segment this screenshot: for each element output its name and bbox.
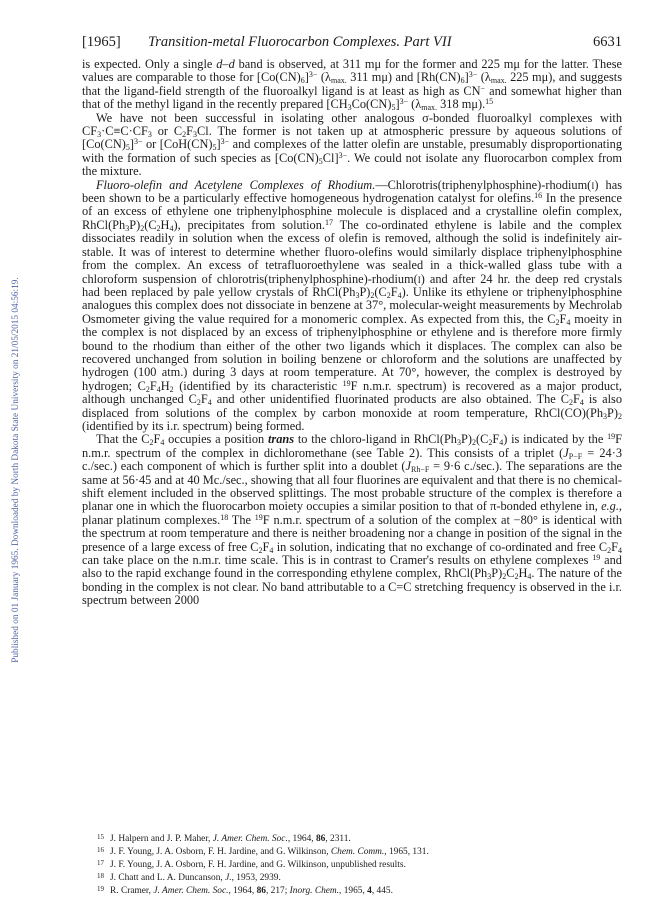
paragraph: We have not been successful in isolating other analogous σ-bonded fluoroalkyl complexes with $CF_3\cdot C\equiv C\cdot CF_3$ or $C_2F_3Cl$. The former is not taken up at atmospheric pressure by aqueous solutions of $[Co(CN)_5]^{3-}$ or $[CoH(CN)_5]^{3-}$ and complexes of the latter olefin are unstable, presumably disproportionating with the formation of such species as $[Co(CN)_5Cl]^{3-}$. We could not isolate any fluorocarbon complex from the mixture.: [82, 110, 622, 179]
footnote-text: R. Cramer, J. Amer. Chem. Soc., 1964, 86, 217; Inorg. Chem., 1965, 4, 445.: [110, 886, 393, 896]
journal-year: [1965]: [82, 34, 121, 50]
footnote-text: J. F. Young, J. A. Osborn, F. H. Jardine, and G. Wilkinson, unpublished results.: [110, 860, 406, 870]
footnote-number: 19: [97, 885, 104, 893]
footnote: [82, 845, 622, 858]
footnote: [82, 884, 622, 897]
footnote-text: J. Halpern and J. P. Maher, J. Amer. Chem. Soc., 1964, 86, 2311.: [110, 834, 351, 844]
footnote: [82, 858, 622, 871]
footnote-number: 18: [97, 872, 104, 880]
footnote-number: 15: [97, 833, 104, 841]
footnote: [82, 832, 622, 845]
paragraph: Fluoro-olefin and Acetylene Complexes of Rhodium.—Chlorotris(triphenylphosphine)-rhodium(i) has been shown to be a particularly effective homogeneous hydrogenation catalyst for olefins.$^{16}$ In the presence of an excess of ethylene one triphenylphosphine molecule is displaced and a crystalline olefin complex, $RhCl(Ph_3P)_2(C_2H_4)$, precipitates from solution.$^{17}$ The co-ordinated ethylene is labile and the complex dissociates readily in solution when the excess of olefin is removed, although the solid is indefinitely air-stable. It was of interest to determine whether fluoro-olefins would similarly displace triphenylphosphine from the complex. An excess of tetrafluoroethylene was sealed in a thick-walled glass tube with a chloroform suspension of chlorotris(triphenylphosphine)-rhodium(i) and after 24 hr. the deep red crystals had been replaced by pale yellow crystals of $RhCl(Ph_3P)_2(C_2F_4)$. Unlike its ethylene or triphenylphosphine analogues this complex does not dissociate in benzene at 37°, molecular-weight measurements by Mechrolab Osmometer giving the value required for a monomeric complex. As expected from this, the $C_2F_4$ moeity in the complex is not displaced by an excess of triphenylphosphine or ethylene and is therefore more firmly bound to the rhodium than either of the other two ligands which it displaces. The complex can also be recovered unchanged from solution in boiling benzene or chloroform and the solutions are unaffected by hydrogen (100 atm.) during 3 days at room temperature. At 70°, however, the complex is destroyed by hydrogen; $C_2F_4H_2$ (identified by its characteristic $^{19}$F n.m.r. spectrum) is recovered as a major product, although unchanged $C_2F_4$ and other unidentified fluorinated products are also obtained. The $C_2F_4$ is also displaced from solutions of the complex by carbon monoxide at room temperature, $RhCl(CO)(Ph_3P)_2$ (identified by its i.r. spectrum) being formed.: [82, 177, 623, 433]
footnote: [82, 871, 622, 884]
footnote-text: J. Chatt and L. A. Duncanson, J., 1953, 2939.: [110, 873, 281, 883]
publication-sidebar: [6, 150, 26, 790]
footnote-number: 17: [97, 859, 104, 867]
footnotes: [82, 832, 622, 897]
footnote-text: J. F. Young, J. A. Osborn, F. H. Jardine, and G. Wilkinson, Chem. Comm., 1965, 131.: [110, 847, 429, 857]
publication-notice[interactable]: Published on 01 January 1965. Downloaded by North Dakota State University on 21/05/2015 04:56:19.: [11, 277, 21, 663]
paragraph: is expected. Only a single d–d band is observed, at 311 mμ for the former and 225 mμ for the latter. These values are comparable to those for $[Co(CN)_6]^{3-}$ ($\lambda_{max.}$ 311 mμ) and $[Rh(CN)_6]^{3-}$ ($\lambda_{max.}$ 225 mμ), and suggests that the ligand-field strength of the fluoroalkyl ligand is at least as high as CN− and somewhat higher than that of the methyl ligand in the recently prepared $[CH_3Co(CN)_5]^{3-}$ ($\lambda_{max.}$ 318 mμ).$^{15}$: [82, 57, 622, 113]
footnote-number: 16: [97, 846, 104, 854]
running-title: Transition-metal Fluorocarbon Complexes. Part VII: [148, 34, 452, 50]
page-number: 6631: [593, 34, 622, 50]
article-body: [82, 58, 622, 608]
paragraph: That the $C_2F_4$ occupies a position trans to the chloro-ligand in $RhCl(Ph_3P)_2(C_2F_4)$ is indicated by the $^{19}$F n.m.r. spectrum of the complex in dichloromethane (see Table 2). This consists of a triplet ($J_{P-F} = 24\cdot 3$ c./sec.) each component of which is further split into a doublet ($J_{Rh-F} = 9\cdot 6$ c./sec.). The separations are the same at 56·45 and at 40 Mc./sec., showing that all four fluorines are equivalent and that there is no chemical-shift element included in the observed splittings. The most probable structure of the complex is therefore a planar one in which the fluorocarbon moiety occupies a similar position to that of π-bonded ethylene in, e.g., planar platinum complexes.$^{18}$ The $^{19}$F n.m.r. spectrum of a solution of the complex at −80° is identical with the spectrum at room temperature and there is neither broadening nor a change in position of the signal in the presence of a large excess of free $C_2F_4$ in solution, indicating that no exchange of co-ordinated and free $C_2F_4$ can take place on the n.m.r. time scale. This is in contrast to Cramer's results on ethylene complexes $^{19}$ and also to the rapid exchange found in the corresponding ethylene complex, $RhCl(Ph_3P)_2C_2H_4$. The nature of the bonding in the complex is not clear. No band attributable to a C=C stretching frequency is observed in the i.r. spectrum between 2000: [82, 432, 622, 608]
